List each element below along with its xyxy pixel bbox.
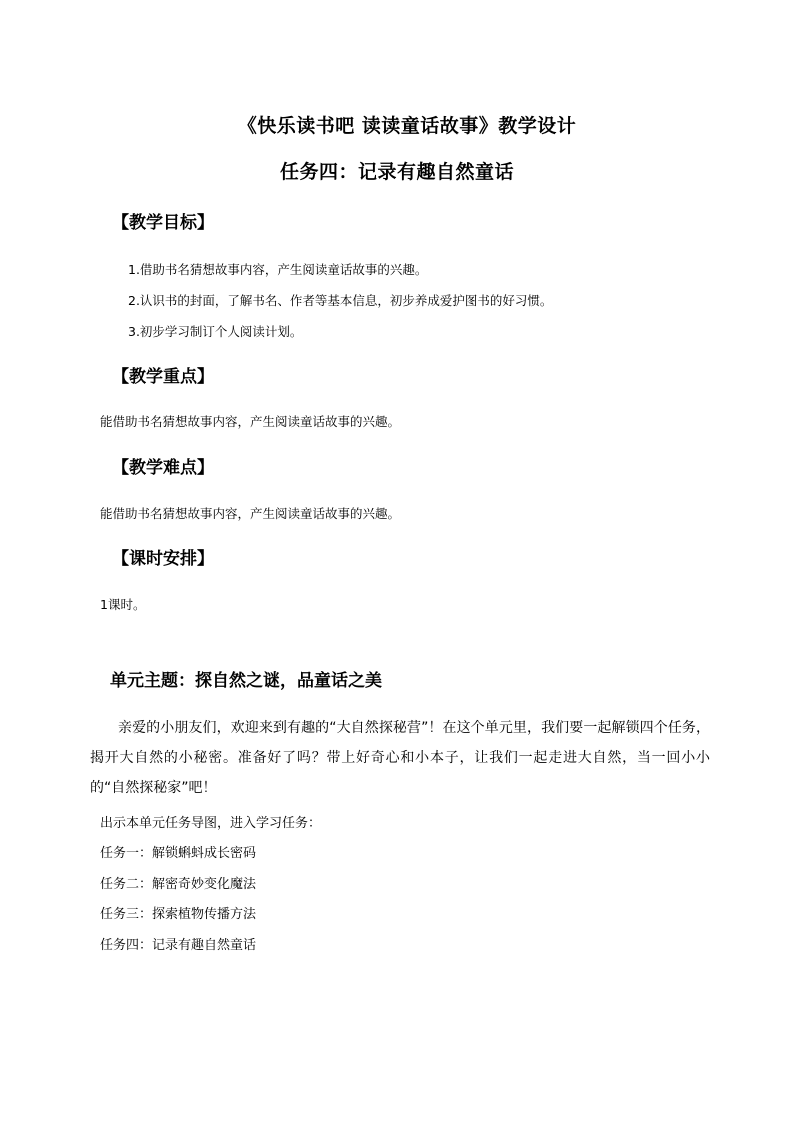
unit-theme-heading: 单元主题：探自然之谜，品童话之美 — [110, 671, 382, 691]
task-item: 任务三：探索植物传播方法 — [100, 907, 257, 922]
schedule-text: 1课时。 — [100, 597, 146, 612]
difficulties-text: 能借助书名猜想故事内容，产生阅读童话故事的兴趣。 — [100, 506, 401, 521]
difficulties-heading: 【教学难点】 — [112, 458, 214, 478]
schedule-heading: 【课时安排】 — [112, 549, 214, 569]
task-item: 任务四：记录有趣自然童话 — [100, 938, 257, 953]
unit-lead-in: 出示本单元任务导图，进入学习任务： — [100, 816, 322, 831]
document-title: 《快乐读书吧 读读童话故事》教学设计 — [237, 115, 577, 137]
objectives-heading: 【教学目标】 — [112, 213, 214, 233]
task-item: 任务二：解密奇妙变化魔法 — [100, 877, 257, 892]
objective-item: 3.初步学习制订个人阅读计划。 — [128, 324, 303, 339]
document-subtitle: 任务四：记录有趣自然童话 — [279, 161, 514, 183]
task-item: 任务一：解锁蝌蚪成长密码 — [100, 846, 257, 861]
key-points-heading: 【教学重点】 — [112, 367, 214, 387]
unit-intro-paragraph: 亲爱的小朋友们，欢迎来到有趣的“大自然探秘营”！在这个单元里，我们要一起解锁四个任务，揭开大自然的小秘密。准备好了吗？带上好奇心和小本子，让我们一起走进大自然，当一回小小的“自然探秘家”吧！ — [90, 720, 710, 796]
objective-item: 1.借助书名猜想故事内容，产生阅读童话故事的兴趣。 — [128, 262, 428, 277]
objective-item: 2.认识书的封面，了解书名、作者等基本信息，初步养成爱护图书的好习惯。 — [128, 293, 553, 308]
key-points-text: 能借助书名猜想故事内容，产生阅读童话故事的兴趣。 — [100, 414, 401, 429]
